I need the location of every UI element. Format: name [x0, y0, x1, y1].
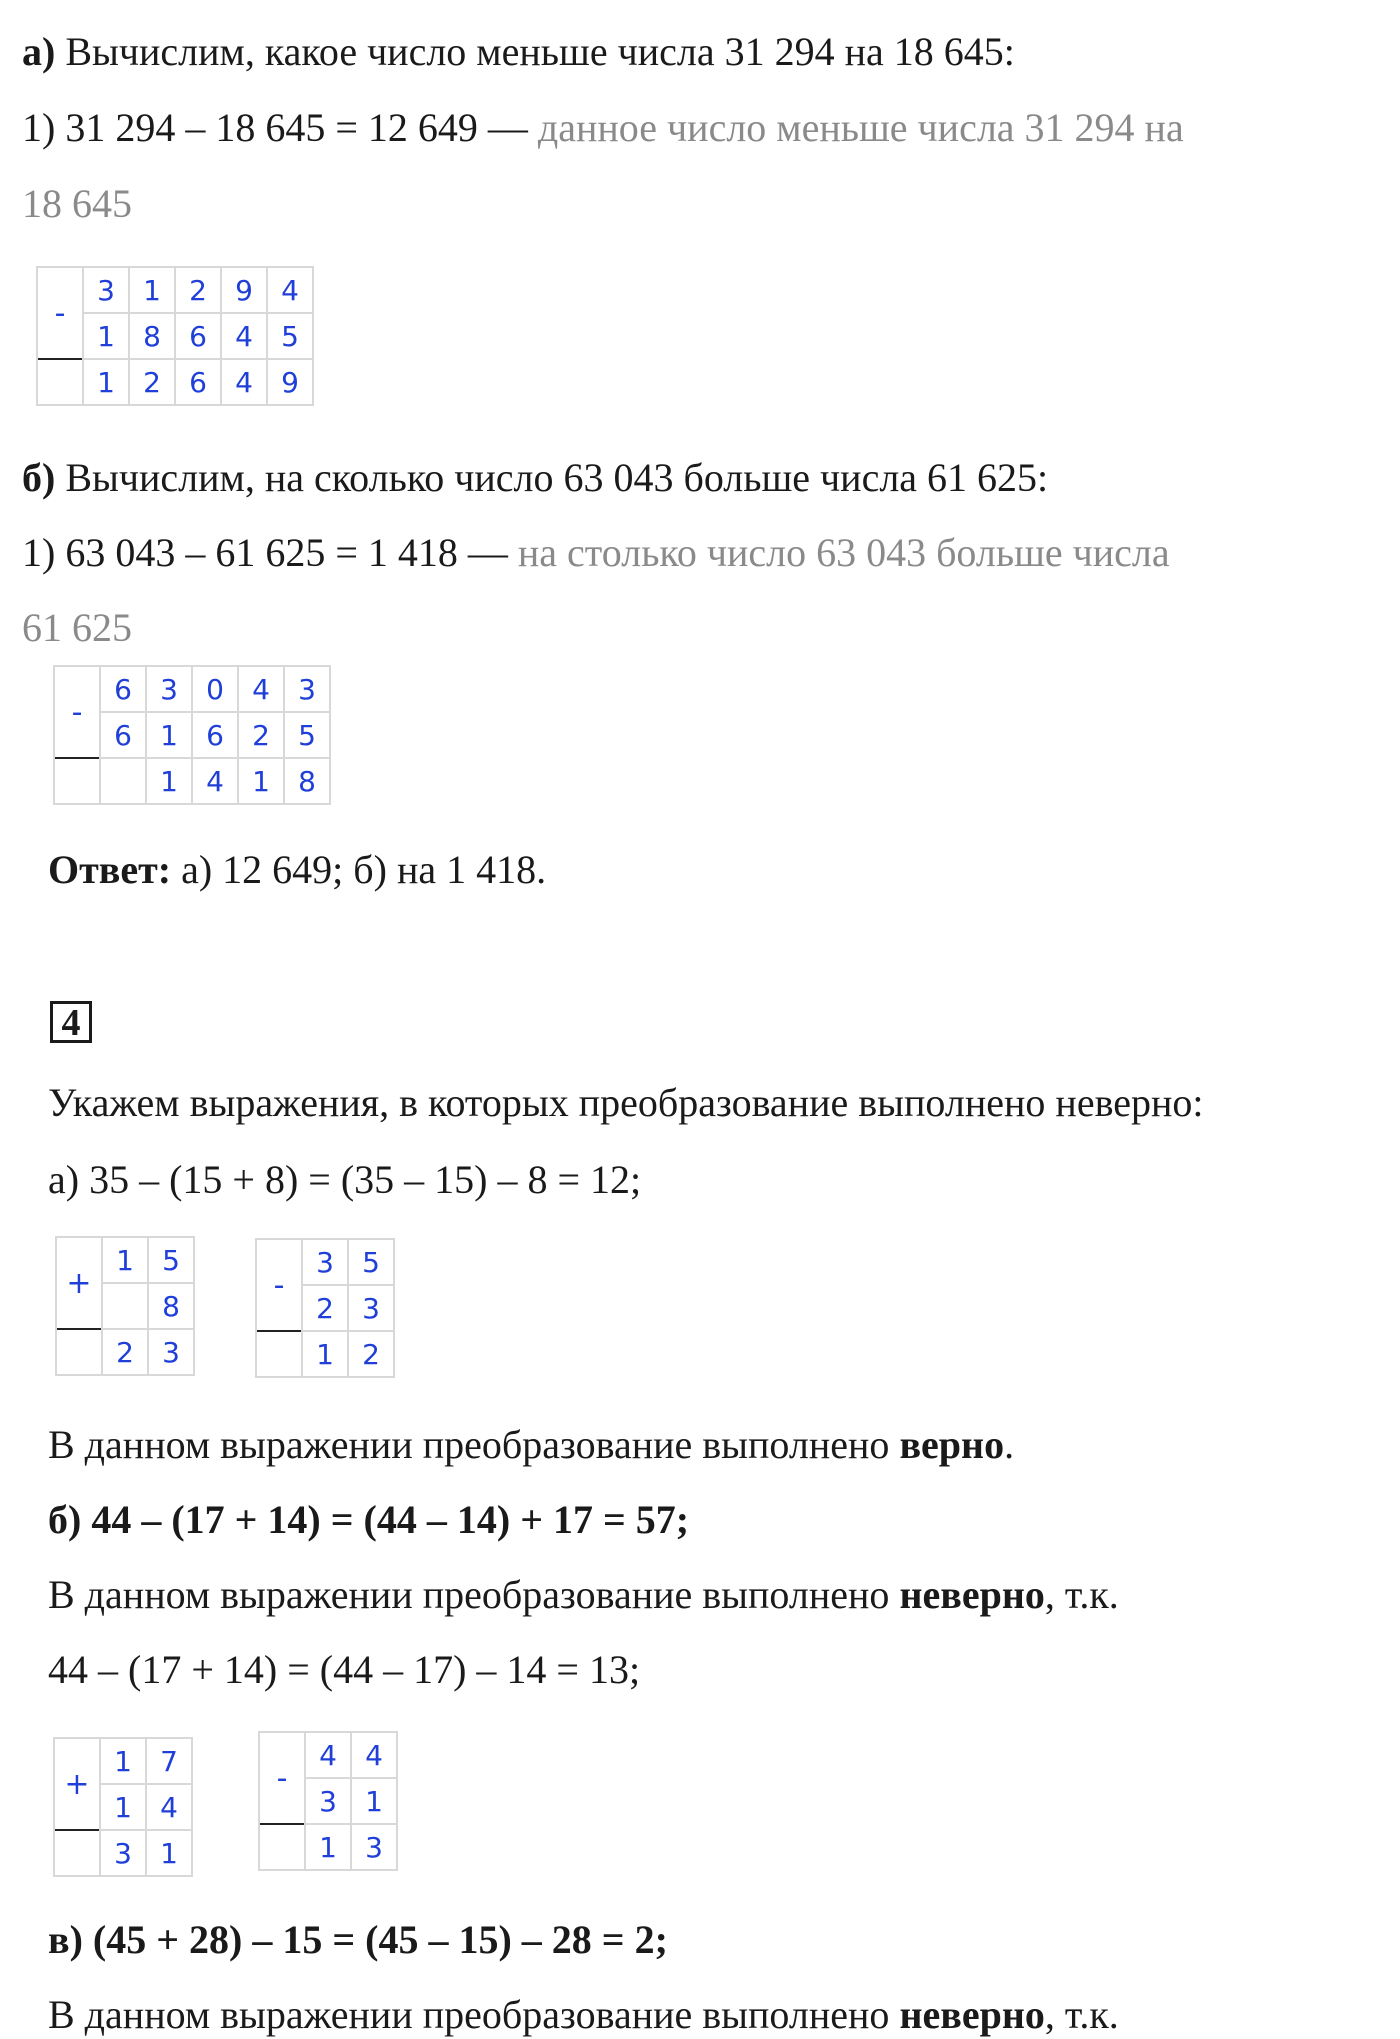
part-a-header	[22, 29, 1015, 74]
digit-cell: 8	[148, 1283, 194, 1329]
verdict-c-pre: В данном выражении преобразование выполнено	[48, 1992, 900, 2037]
item-c-expression-text: в) (45 + 28) – 15 = (45 – 15) – 28 = 2;	[48, 1917, 668, 1962]
digit-cell: 5	[267, 313, 313, 359]
digit-cell: 1	[302, 1331, 348, 1377]
task-number-box: 4	[50, 1001, 92, 1043]
item-b-expression-text: б) 44 – (17 + 14) = (44 – 14) + 17 = 57;	[48, 1497, 690, 1542]
verdict-c	[48, 1992, 1119, 2037]
digit-cell: 9	[221, 267, 267, 313]
verdict-a-pre: В данном выражении преобразование выполнено	[48, 1422, 900, 1467]
part-b-step-note-cont: 61 625	[22, 605, 132, 650]
digit-cell: 1	[238, 758, 284, 804]
digit-cell: 4	[238, 666, 284, 712]
empty-cell	[54, 758, 100, 804]
operator-sign: +	[56, 1237, 102, 1329]
verdict-c-word: неверно	[899, 1992, 1045, 2037]
empty-cell	[37, 359, 83, 405]
digit-cell: 5	[348, 1239, 394, 1285]
part-b-header	[22, 455, 1049, 500]
part-a-step-note-cont: 18 645	[22, 181, 132, 226]
digit-cell: 3	[284, 666, 330, 712]
part-b-step	[22, 530, 1170, 575]
digit-cell: 3	[146, 666, 192, 712]
answer	[48, 847, 547, 892]
column-subtraction-35-23	[255, 1238, 395, 1378]
digit-cell: 4	[267, 267, 313, 313]
empty-cell	[256, 1331, 302, 1377]
column-subtraction-44-31	[258, 1731, 398, 1871]
digit-cell: 4	[305, 1732, 351, 1778]
operator-sign: +	[54, 1738, 100, 1830]
digit-cell: 9	[267, 359, 313, 405]
digit-cell: 6	[100, 666, 146, 712]
digit-cell: 3	[302, 1239, 348, 1285]
verdict-b-post: , т.к.	[1044, 1572, 1119, 1617]
digit-cell: 1	[100, 1738, 146, 1784]
digit-cell: 2	[175, 267, 221, 313]
column-subtraction-b	[53, 665, 331, 805]
digit-cell: 5	[284, 712, 330, 758]
operator-sign: -	[37, 267, 83, 359]
digit-cell: 1	[146, 712, 192, 758]
part-a-step-note: данное число меньше числа 31 294 на	[537, 105, 1184, 150]
part-a-step	[22, 105, 1184, 150]
verdict-a	[48, 1422, 1015, 1467]
digit-cell	[102, 1283, 148, 1329]
digit-cell: 1	[129, 267, 175, 313]
digit-cell: 8	[284, 758, 330, 804]
empty-cell	[259, 1824, 305, 1870]
digit-cell: 3	[351, 1824, 397, 1870]
operator-sign: -	[256, 1239, 302, 1331]
digit-cell: 1	[351, 1778, 397, 1824]
digit-cell: 5	[148, 1237, 194, 1283]
digit-cell: 3	[83, 267, 129, 313]
task-intro: Укажем выражения, в которых преобразование выполнено неверно:	[48, 1080, 1204, 1125]
digit-cell: 1	[100, 1784, 146, 1830]
digit-cell: 3	[305, 1778, 351, 1824]
digit-cell: 8	[129, 313, 175, 359]
answer-text: а) 12 649; б) на 1 418.	[171, 847, 547, 892]
part-b-step-note: на столько число 63 043 больше числа	[517, 530, 1170, 575]
part-a-step-main: 1) 31 294 – 18 645 = 12 649 —	[22, 105, 538, 150]
digit-cell: 1	[146, 1830, 192, 1876]
empty-cell	[56, 1329, 102, 1375]
column-addition-15-8	[55, 1236, 195, 1376]
verdict-a-word: верно	[899, 1422, 1005, 1467]
item-c-expression	[48, 1917, 668, 1962]
digit-cell: 1	[102, 1237, 148, 1283]
digit-cell: 0	[192, 666, 238, 712]
verdict-c-post: , т.к.	[1044, 1992, 1119, 2037]
digit-cell	[100, 758, 146, 804]
digit-cell: 4	[351, 1732, 397, 1778]
operator-sign: -	[259, 1732, 305, 1824]
digit-cell: 2	[302, 1285, 348, 1331]
item-b-expression	[48, 1497, 690, 1542]
digit-cell: 4	[221, 359, 267, 405]
verdict-b-pre: В данном выражении преобразование выполнено	[48, 1572, 900, 1617]
empty-cell	[54, 1830, 100, 1876]
digit-cell: 1	[305, 1824, 351, 1870]
answer-label: Ответ:	[48, 847, 172, 892]
digit-cell: 1	[146, 758, 192, 804]
digit-cell: 1	[83, 359, 129, 405]
part-a-label: а)	[22, 29, 56, 74]
part-b-label: б)	[22, 455, 56, 500]
verdict-b	[48, 1572, 1119, 1617]
item-b-correct-expression: 44 – (17 + 14) = (44 – 17) – 14 = 13;	[48, 1647, 641, 1692]
item-a-expression: а) 35 – (15 + 8) = (35 – 15) – 8 = 12;	[48, 1157, 642, 1202]
digit-cell: 6	[175, 359, 221, 405]
digit-cell: 2	[238, 712, 284, 758]
column-addition-17-14	[53, 1737, 193, 1877]
digit-cell: 4	[192, 758, 238, 804]
digit-cell: 3	[148, 1329, 194, 1375]
digit-cell: 3	[100, 1830, 146, 1876]
verdict-b-word: неверно	[899, 1572, 1045, 1617]
verdict-a-post: .	[1004, 1422, 1015, 1467]
part-b-text: Вычислим, на сколько число 63 043 больше числа 61 625:	[55, 455, 1049, 500]
digit-cell: 4	[221, 313, 267, 359]
operator-sign: -	[54, 666, 100, 758]
digit-cell: 6	[175, 313, 221, 359]
column-subtraction-a	[36, 266, 314, 406]
part-b-step-main: 1) 63 043 – 61 625 = 1 418 —	[22, 530, 518, 575]
digit-cell: 2	[348, 1331, 394, 1377]
digit-cell: 2	[102, 1329, 148, 1375]
digit-cell: 3	[348, 1285, 394, 1331]
digit-cell: 6	[100, 712, 146, 758]
part-a-text: Вычислим, какое число меньше числа 31 294 на 18 645:	[55, 29, 1015, 74]
digit-cell: 1	[83, 313, 129, 359]
digit-cell: 2	[129, 359, 175, 405]
digit-cell: 6	[192, 712, 238, 758]
digit-cell: 4	[146, 1784, 192, 1830]
digit-cell: 7	[146, 1738, 192, 1784]
